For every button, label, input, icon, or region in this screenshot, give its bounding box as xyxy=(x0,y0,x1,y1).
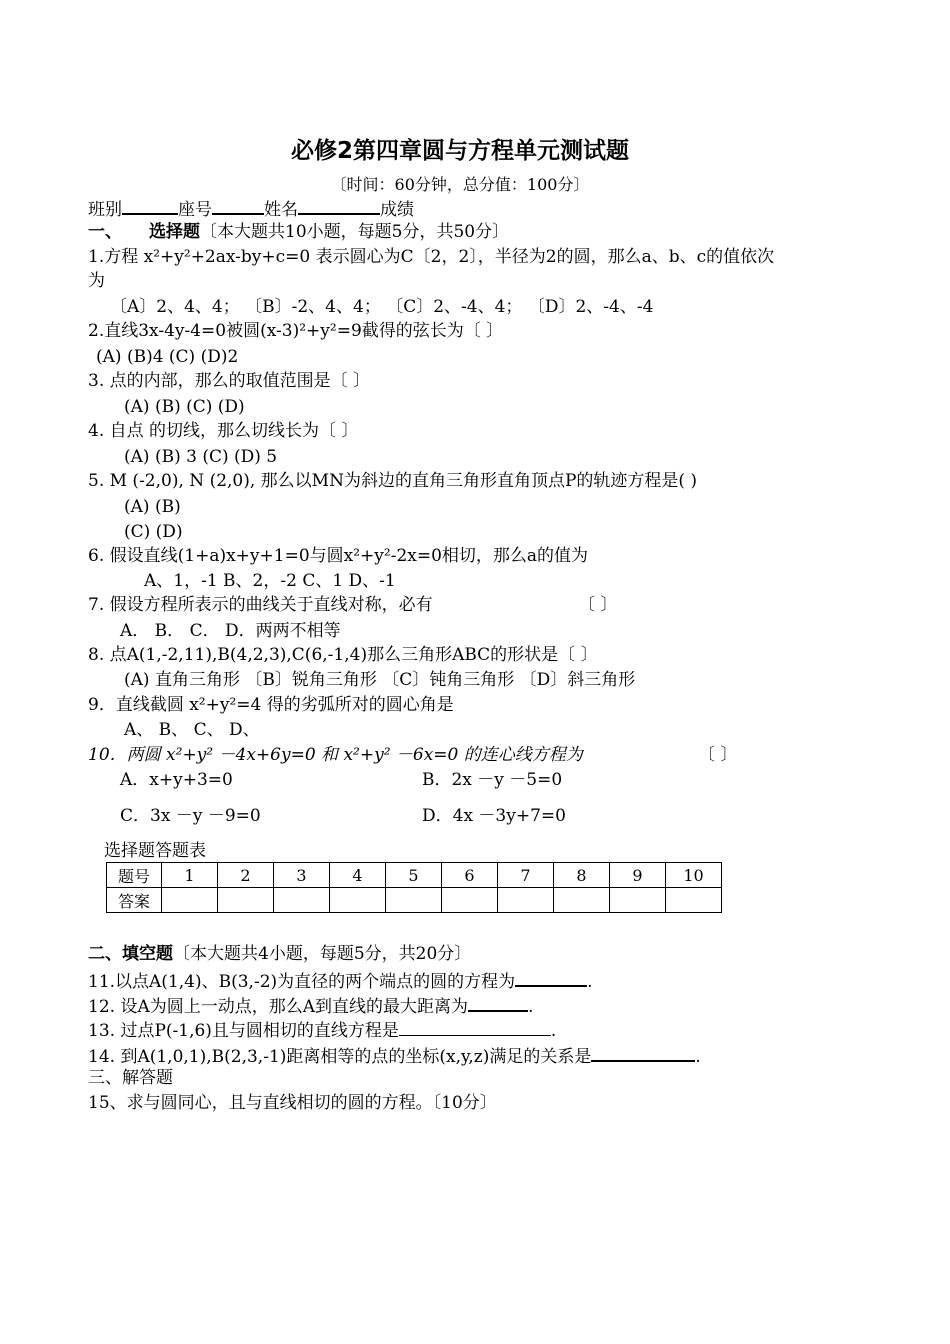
answer-cell[interactable] xyxy=(218,888,274,913)
section1-desc: 〔本大题共10小题，每题5分，共50分〕 xyxy=(200,222,510,242)
q3-stem: 3. 点的内部，那么的取值范围是〔 〕 xyxy=(88,371,371,391)
row-label-answer: 答案 xyxy=(107,888,162,913)
q9-stem: 9．直线截圆 x²+y²=4 得的劣弧所对的圆心角是 xyxy=(88,695,454,715)
q14-answer-blank[interactable] xyxy=(591,1043,695,1062)
class-blank[interactable] xyxy=(122,196,178,215)
q6-options: A、1，-1 B、2，-2 C、1 D、-1 xyxy=(144,571,396,591)
q12-stem: 12. 设A为圆上一动点，那么A到直线的最大距离为 xyxy=(88,997,468,1017)
exam-info: 〔时间：60分钟，总分值：100分〕 xyxy=(330,175,590,194)
answer-cell[interactable] xyxy=(274,888,330,913)
answer-cell[interactable] xyxy=(610,888,666,913)
q5-stem: 5. M (-2,0), N (2,0), 那么以MN为斜边的直角三角形直角顶点P的轨迹方程是( ) xyxy=(88,471,698,491)
page-title: 必修2第四章圆与方程单元测试题 xyxy=(290,138,629,164)
q10-option-b: B．2x －y －5=0 xyxy=(422,770,563,790)
q14-line: 14. 到A(1,0,1),B(2,3,-1)距离相等的点的坐标(x,y,z)满足的关系是 . xyxy=(88,1043,701,1068)
q4-stem: 4. 自点 的切线，那么切线长为〔 〕 xyxy=(88,421,359,441)
name-label: 姓名 xyxy=(264,200,298,220)
answer-cell[interactable] xyxy=(498,888,554,913)
answer-table xyxy=(106,862,722,913)
question-number-cell: 4 xyxy=(330,863,386,888)
question-number-cell: 5 xyxy=(386,863,442,888)
q9-options: A、 B、 C、 D、 xyxy=(124,720,260,740)
seat-label: 座号 xyxy=(178,200,212,220)
question-number-cell: 10 xyxy=(666,863,722,888)
q7-answer-bracket: 〔 〕 xyxy=(578,595,618,615)
row-label-number: 题号 xyxy=(107,863,162,888)
q10-option-a: A．x+y+3=0 xyxy=(120,770,233,790)
answer-cell[interactable] xyxy=(554,888,610,913)
q1-stem-cont: 为 xyxy=(88,271,105,291)
q13-line: 13. 过点P(-1,6)且与圆相切的直线方程是 . xyxy=(88,1018,556,1042)
section2-heading: 二、填空题〔本大题共4小题，每题5分，共20分〕 xyxy=(88,944,472,964)
q10-answer-bracket: 〔 〕 xyxy=(698,745,738,765)
q1-options: 〔A〕2、4、4； 〔B〕-2、4、4； 〔C〕2、-4、4； 〔D〕2、-4、-4 xyxy=(110,297,654,317)
q10-option-d: D．4x －3y+7=0 xyxy=(422,806,566,826)
q7-options: A． B． C． D．两两不相等 xyxy=(120,621,341,641)
name-blank[interactable] xyxy=(298,196,380,215)
answer-table-caption: 选择题答题表 xyxy=(104,841,206,861)
section3-heading: 三、解答题 xyxy=(88,1068,173,1088)
q2-stem: 2.直线3x-4y-4=0被圆(x-3)²+y²=9截得的弦长为〔 〕 xyxy=(88,321,504,341)
q12-answer-blank[interactable] xyxy=(468,993,528,1012)
section1-heading: 一、 选择题〔本大题共10小题，每题5分，共50分〕 xyxy=(88,222,510,242)
section2-desc: 〔本大题共4小题，每题5分，共20分〕 xyxy=(173,944,472,964)
question-number-cell: 9 xyxy=(610,863,666,888)
q11-stem: 11.以点A(1,4)、B(3,-2)为直径的两个端点的圆的方程为 xyxy=(88,972,516,992)
q10-stem: 10．两圆 x²+y² －4x+6y=0 和 x²+y² －6x=0 的连心线方程为 xyxy=(88,745,583,765)
q5-options-ab: (A) (B) xyxy=(124,497,181,517)
q14-stem: 14. 到A(1,0,1),B(2,3,-1)距离相等的点的坐标(x,y,z)满足的关系是 xyxy=(88,1047,592,1067)
q11-line: 11.以点A(1,4)、B(3,-2)为直径的两个端点的圆的方程为 . xyxy=(88,968,593,993)
q11-answer-blank[interactable] xyxy=(515,968,587,987)
answer-cell[interactable] xyxy=(386,888,442,913)
answer-cell[interactable] xyxy=(442,888,498,913)
answer-table-answer-row xyxy=(107,888,722,913)
q15-stem: 15、求与圆同心，且与直线相切的圆的方程。〔10分〕 xyxy=(88,1093,497,1113)
answer-cell[interactable] xyxy=(330,888,386,913)
q8-options: (A) 直角三角形 〔B〕锐角三角形 〔C〕钝角三角形 〔D〕斜三角形 xyxy=(124,670,636,690)
question-number-cell: 7 xyxy=(498,863,554,888)
question-number-cell: 2 xyxy=(218,863,274,888)
question-number-cell: 6 xyxy=(442,863,498,888)
q5-options-cd: (C) (D) xyxy=(124,522,183,542)
q10-option-c: C．3x －y －9=0 xyxy=(120,806,261,826)
q3-options: (A) (B) (C) (D) xyxy=(124,397,245,417)
q1-stem: 1.方程 x²+y²+2ax-by+c=0 表示圆心为C〔2，2〕，半径为2的圆，那么a、b、c的值依次 xyxy=(88,247,775,267)
q13-answer-blank[interactable] xyxy=(399,1018,551,1036)
answer-cell[interactable] xyxy=(666,888,722,913)
section1-name: 选择题 xyxy=(149,222,201,242)
question-number-cell: 1 xyxy=(162,863,218,888)
student-info-line xyxy=(88,196,414,221)
question-number-cell: 3 xyxy=(274,863,330,888)
seat-blank[interactable] xyxy=(212,196,264,215)
answer-cell[interactable] xyxy=(162,888,218,913)
score-label: 成绩 xyxy=(380,200,414,220)
q7-stem: 7. 假设方程所表示的曲线关于直线对称，必有 xyxy=(88,595,433,615)
question-number-cell: 8 xyxy=(554,863,610,888)
q2-options: (A) (B)4 (C) (D)2 xyxy=(96,347,239,367)
q4-options: (A) (B) 3 (C) (D) 5 xyxy=(124,447,278,467)
q12-line: 12. 设A为圆上一动点，那么A到直线的最大距离为 . xyxy=(88,993,533,1018)
class-label: 班别 xyxy=(88,200,122,220)
q6-stem: 6. 假设直线(1+a)x+y+1=0与圆x²+y²-2x=0相切，那么a的值为 xyxy=(88,546,589,566)
q13-stem: 13. 过点P(-1,6)且与圆相切的直线方程是 xyxy=(88,1021,399,1041)
section2-name: 填空题 xyxy=(122,944,173,964)
q8-stem: 8. 点A(1,-2,11),B(4,2,3),C(6,-1,4)那么三角形ABC的形状是〔 〕 xyxy=(88,645,598,665)
answer-table-number-row xyxy=(107,863,722,888)
